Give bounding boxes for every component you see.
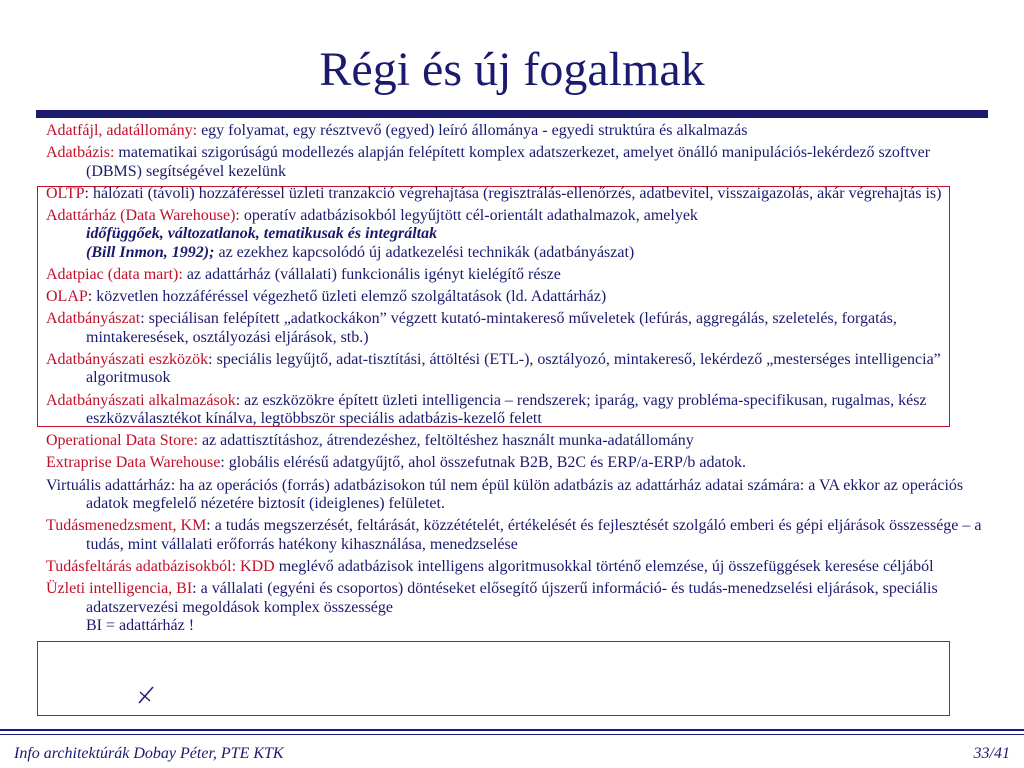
entry-tudasmenedzsment	[46, 517, 986, 554]
entry-adatbazis	[46, 144, 986, 181]
entry-definition: az adattárház (vállalati) funkcionális igényt kielégítő része	[182, 266, 561, 284]
entry-adatfajl	[46, 122, 986, 140]
entry-term: Adatpiac (data mart):	[46, 266, 183, 284]
entry-definition: matematikai szigorúságú modellezés alapján felépített komplex adatszerkezet, amelyet önálló manipulációs-lekérdező szoftver (DBMS) segítségével kezelünk	[86, 144, 931, 180]
entry-adatbanyaszati-eszkozok	[46, 351, 986, 388]
entry-term: Üzleti intelligencia, BI	[46, 580, 193, 598]
entry-bi-equation: BI = adattárház !	[86, 616, 195, 634]
entry-virtualis-adattarhaz	[46, 477, 986, 514]
footer-author: Info architektúrák Dobay Péter, PTE KTK	[14, 745, 284, 762]
page-number: 33/41	[973, 745, 1010, 762]
entry-definition: : speciális legyűjtő, adat-tisztítási, áttöltési (ETL-), osztályozó, mintakereső, lekérdező „mesterséges intelligencia” algoritmusok	[86, 351, 941, 387]
entry-bi	[46, 580, 986, 635]
entry-definition: : közvetlen hozzáféréssel végezhető üzleti elemző szolgáltatások (ld. Adattárház)	[87, 288, 607, 306]
entry-term: Operational Data Store:	[46, 432, 198, 450]
entry-kdd	[46, 558, 986, 576]
entry-adatbanyaszat	[46, 310, 986, 347]
entry-term: Adattárház (Data Warehouse):	[46, 207, 240, 225]
entry-term: Adatbányászat	[46, 310, 141, 328]
entry-definition: az adattisztításhoz, átrendezéshez, feltöltéshez használt munka-adatállomány	[197, 432, 694, 450]
strike-through-mark	[136, 684, 156, 706]
footer	[14, 745, 1010, 765]
slide-title: Régi és új fogalmak	[319, 43, 705, 96]
entry-definition: egy folyamat, egy résztvevő (egyed) leíró állománya - egyedi struktúra és alkalmazás	[197, 122, 748, 139]
entry-emphasis: időfüggőek, változatlanok, tematikusak és integráltak	[86, 225, 438, 243]
highlight-box-bi	[37, 641, 950, 716]
entry-definition-cont: az ezekhez kapcsolódó új adatkezelési technikák (adatbányászat)	[214, 243, 635, 261]
footer-rule-thin	[0, 734, 1024, 735]
entry-definition: Virtuális adattárház: ha az operációs (forrás) adatbázisokon túl nem épül külön adatbázis az adattárház adatai számára: a VA ekkor az operációs adatok megfelelő nézetére biztosít (ideiglenes) felületet.	[46, 476, 964, 513]
entry-adattarhaz	[46, 207, 986, 262]
entry-term: Tudásfeltárás adatbázisokból: KDD	[46, 557, 275, 575]
entry-term: Adatbányászati eszközök	[46, 351, 209, 369]
entry-term: OLAP	[46, 288, 88, 306]
title-underline	[36, 110, 988, 118]
entry-term: Adatfájl, adatállomány:	[46, 122, 198, 139]
entry-term: Adatbányászati alkalmazások	[46, 391, 236, 409]
definitions-list	[46, 122, 986, 639]
entry-oltp	[46, 185, 986, 203]
entry-definition: : globális elérésű adatgyűjtő, ahol összefutnak B2B, B2C és ERP/a-ERP/b adatok.	[220, 454, 747, 472]
entry-definition: : hálózati (távoli) hozzáféréssel üzleti tranzakció végrehajtása (regisztrálás-ellenőrzés, adatbevitel, visszaigazolás, akár végrehajtás is)	[84, 184, 942, 202]
entry-adatpiac	[46, 266, 986, 284]
entry-ods	[46, 432, 986, 450]
entry-definition: operatív adatbázisokból legyűjtött cél-orientált adathalmazok, amelyek	[239, 207, 698, 225]
entry-term: Adatbázis:	[46, 144, 115, 162]
entry-definition: : speciálisan felépített „adatkockákon” végzett kutató-mintakereső műveletek (lefúrás, aggregálás, szeletelés, forgatás, mintakeresések, osztályozási eljárások, stb.)	[86, 310, 897, 346]
entry-definition: : a tudás megszerzését, feltárását, közzétételét, értékelését és fejlesztését szolgáló emberi és gépi eljárások összessége – a tudás, mint vállalati erőforrás hatékony kihasználása, menedzselése	[86, 517, 982, 553]
entry-definition: : a vállalati (egyéni és csoportos) döntéseket elősegítő újszerű információ- és tudás-menedzselési eljárások, speciális adatszervezési megoldások komplex összessége	[86, 580, 938, 616]
entry-adatbanyaszati-alkalmazasok	[46, 392, 986, 429]
entry-definition: : az eszközökre épített üzleti intelligencia – rendszerek; iparág, vagy probléma-specifikusan, rugalmas, kész eszközválasztékot kínálva, legtöbbször speciális adatbázis-kezelő felett	[86, 391, 927, 428]
entry-term: OLTP	[46, 184, 85, 202]
entry-term: Tudásmenedzsment, KM	[46, 517, 207, 535]
entry-definition: meglévő adatbázisok intelligens algoritmusokkal történő elemzése, új összefüggések keresése céljából	[274, 557, 934, 575]
entry-olap	[46, 288, 986, 306]
entry-citation: (Bill Inmon, 1992);	[86, 243, 215, 261]
entry-extraprise-dw	[46, 454, 986, 472]
entry-term: Extraprise Data Warehouse	[46, 454, 221, 472]
footer-rule	[0, 729, 1024, 731]
